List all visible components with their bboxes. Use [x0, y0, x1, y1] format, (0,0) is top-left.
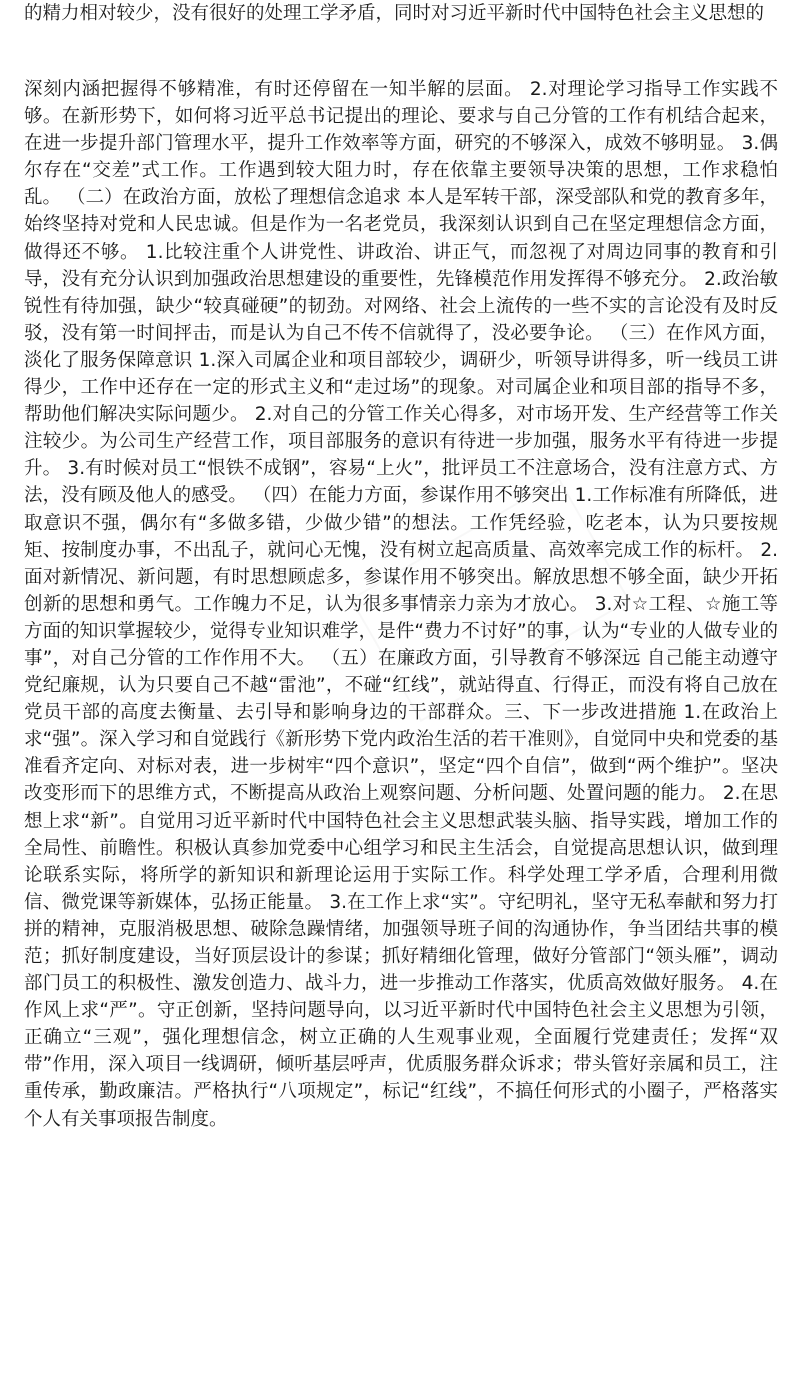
- document-body-paragraph: 深刻内涵把握得不够精准，有时还停留在一知半解的层面。 2.对理论学习指导工作实践不够。在新形势下，如何将习近平总书记提出的理论、要求与自己分管的工作有机结合起来，在进一步提升部门管理水平，提升工作效率等方面，研究的不够深入，成效不够明显。 3.偶尔存在“交差”式工作。工作遇到较大阻力时，存在依靠主要领导决策的思想，工作求稳怕乱。 （二）在政治方面，放松了理想信念追求 本人是军转干部，深受部队和党的教育多年，始终坚持对党和人民忠诚。但是作为一名老党员，我深刻认识到自己在坚定理想信念方面，做得还不够。 1.比较注重个人讲党性、讲政治、讲正气，而忽视了对周边同事的教育和引导，没有充分认识到加强政治思想建设的重要性，先锋模范作用发挥得不够充分。 2.政治敏锐性有待加强，缺少“较真碰硬”的韧劲。对网络、社会上流传的一些不实的言论没有及时反驳，没有第一时间抨击，而是认为自己不传不信就得了，没必要争论。 （三）在作风方面，淡化了服务保障意识 1.深入司属企业和项目部较少，调研少，听领导讲得多，听一线员工讲得少，工作中还存在一定的形式主义和“走过场”的现象。对司属企业和项目部的指导不多，帮助他们解决实际问题少。 2.对自己的分管工作关心得多，对市场开发、生产经营等工作关注较少。为公司生产经营工作，项目部服务的意识有待进一步加强，服务水平有待进一步提升。 3.有时候对员工“恨铁不成钢”，容易“上火”，批评员工不注意场合，没有注意方式、方法，没有顾及他人的感受。 （四）在能力方面，参谋作用不够突出 1.工作标准有所降低，进取意识不强，偶尔有“多做多错，少做少错”的想法。工作凭经验，吃老本，认为只要按规矩、按制度办事，不出乱子，就问心无愧，没有树立起高质量、高效率完成工作的标杆。 2.面对新情况、新问题，有时思想顾虑多，参谋作用不够突出。解放思想不够全面，缺少开拓创新的思想和勇气。工作魄力不足，认为很多事情亲力亲为才放心。 3.对☆工程、☆施工等方面的知识掌握较少，觉得专业知识难学，是件“费力不讨好”的事，认为“专业的人做专业的事”，对自己分管的工作作用不大。 （五）在廉政方面，引导教育不够深远 自己能主动遵守党纪廉规，认为只要自己不越“雷池”，不碰“红线”，就站得直、行得正，而没有将自己放在党员干部的高度去衡量、去引导和影响身边的干部群众。三、下一步改进措施 1.在政治上求“强”。深入学习和自觉践行《新形势下党内政治生活的若干准则》，自觉同中央和党委的基准看齐定向、对标对表，进一步树牢“四个意识”，坚定“四个自信”，做到“两个维护”。坚决改变形而下的思维方式，不断提高从政治上观察问题、分析问题、处置问题的能力。 2.在思想上求“新”。自觉用习近平新时代中国特色社会主义思想武装头脑、指导实践，增加工作的全局性、前瞻性。积极认真参加党委中心组学习和民主生活会，自觉提高思想认识，做到理论联系实际，将所学的新知识和新理论运用于实际工作。科学处理工学矛盾，合理利用微信、微党课等新媒体，弘扬正能量。 3.在工作上求“实”。守纪明礼，坚守无私奉献和努力打拼的精神，克服消极思想、破除急躁情绪，加强领导班子间的沟通协作，争当团结共事的模范；抓好制度建设，当好顶层设计的参谋；抓好精细化管理，做好分管部门“领头雁”，调动部门员工的积极性、激发创造力、战斗力，进一步推动工作落实，优质高效做好服务。 4.在作风上求“严”。守正创新，坚持问题导向，以习近平新时代中国特色社会主义思想为引领，正确立“三观”，强化理想信念，树立正确的人生观事业观，全面履行党建责任；发挥“双带”作用，深入项目一线调研，倾听基层呼声，优质服务群众诉求；带头管好亲属和员工，注重传承，勤政廉洁。严格执行“八项规定”，标记“红线”，不搞任何形式的小圈子，严格落实个人有关事项报告制度。: [24, 79, 778, 1130]
- previous-page-fragment: 的精力相对较少，没有很好的处理工学矛盾，同时对习近平新时代中国特色社会主义思想的: [24, 3, 765, 24]
